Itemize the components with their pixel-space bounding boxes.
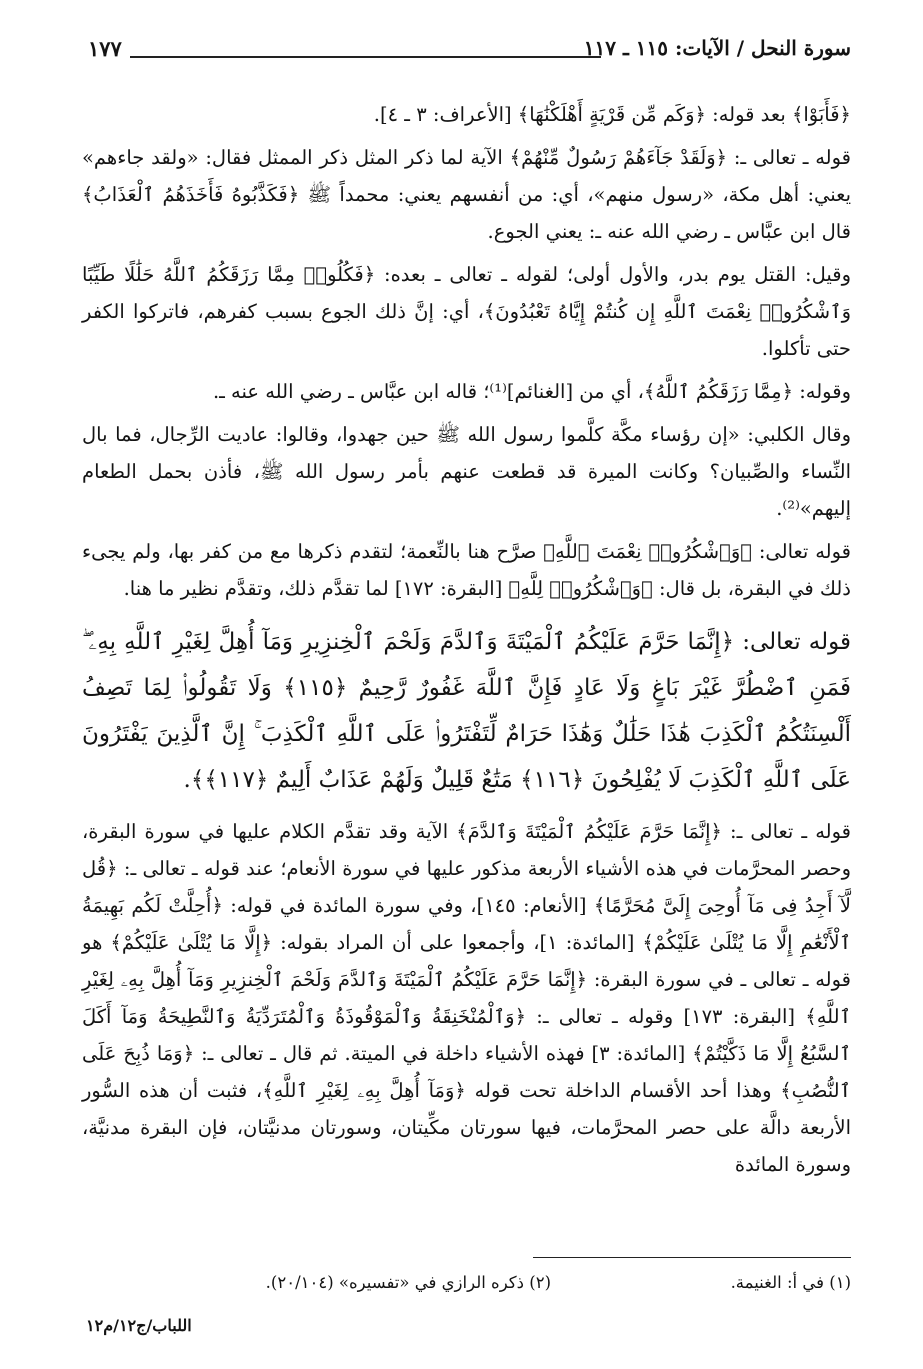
paragraph-5: وقال الكلبي: «إن رؤساء مكَّة كلَّموا رسول الله ﷺ حين جهدوا، وقالوا: عاديت الرِّجال، فما بال النِّساء والصِّبيان؟ وكانت الميرة قد قطعت عنهم بأمر رسول الله ﷺ، فأذن بحمل الطعام إليهم»⁽²⁾. bbox=[82, 423, 851, 520]
page-header bbox=[88, 36, 851, 64]
paragraph-3: وقيل: القتل يوم بدر، والأول أولى؛ لقوله ـ تعالى ـ بعده: ﴿فَكُلُوا۟ مِمَّا رَزَقَكُمُ ٱللَّهُ حَلَٰلًا طَيِّبًا وَٱشْكُرُوا۟ نِعْمَتَ ٱللَّهِ إِن كُنتُمْ إِيَّاهُ تَعْبُدُونَ﴾، أي: إنَّ ذلك الجوع بسبب كفرهم، فاتركوا الكفر حتى تأكلوا. bbox=[82, 263, 851, 360]
print-signature: اللباب/ج١٢/م١٢ bbox=[86, 1316, 192, 1335]
quran-verse-block: قوله تعالى: ﴿إِنَّمَا حَرَّمَ عَلَيْكُمُ ٱلْمَيْتَةَ وَٱلدَّمَ وَلَحْمَ ٱلْخِنزِيرِ وَمَآ أُهِلَّ لِغَيْرِ ٱللَّهِ بِهِۦ ۖ فَمَنِ ٱضْطُرَّ غَيْرَ بَاغٍ وَلَا عَادٍ فَإِنَّ ٱللَّهَ غَفُورٌ رَّحِيمٌ ﴿١١٥﴾ وَلَا تَقُولُوا۟ لِمَا تَصِفُ أَلْسِنَتُكُمُ ٱلْكَذِبَ هَٰذَا حَلَٰلٌ وَهَٰذَا حَرَامٌ لِّتَفْتَرُوا۟ عَلَى ٱللَّهِ ٱلْكَذِبَ ۚ إِنَّ ٱلَّذِينَ يَفْتَرُونَ عَلَى ٱللَّهِ ٱلْكَذِبَ لَا يُفْلِحُونَ ﴿١١٦﴾ مَتَٰعٌ قَلِيلٌ وَلَهُمْ عَذَابٌ أَلِيمٌ ﴿١١٧﴾﴾. bbox=[82, 629, 851, 793]
footnote-1: (١) في أ: الغنيمة. bbox=[730, 1273, 851, 1292]
paragraph-4: وقوله: ﴿مِمَّا رَزَقَكُمُ ٱللَّهُ﴾، أي من [الغنائم]⁽¹⁾؛ قاله ابن عبَّاس ـ رضي الله عنه ـ. bbox=[212, 380, 851, 403]
header-rule bbox=[130, 56, 601, 58]
page-number: ١٧٧ bbox=[88, 36, 122, 61]
page-body bbox=[82, 96, 852, 1176]
paragraph-6: قوله تعالى: ﴿وَٱشْكُرُوا۟ نِعْمَتَ ٱللَّهِ﴾ صرَّح هنا بالنِّعمة؛ لتقدم ذكرها مع من كفر بها، ولم يجىء ذلك في البقرة، بل قال: ﴿وَٱشْكُرُوا۟ لِلَّهِ﴾ [البقرة: ١٧٢] لما تقدَّم ذلك، وتقدَّم نظير ما هنا. bbox=[82, 540, 851, 600]
footnote-separator bbox=[533, 1257, 851, 1258]
footnote-2: (٢) ذكره الرازي في «تفسيره» (٢٠/١٠٤). bbox=[265, 1273, 551, 1292]
paragraph-1: ﴿فَأَبَوْا﴾ بعد قوله: ﴿وَكَم مِّن قَرْيَةٍ أَهْلَكْنَٰهَا﴾ [الأعراف: ٣ ـ ٤]. bbox=[373, 103, 851, 126]
footnotes bbox=[82, 1268, 851, 1302]
running-title: سورة النحل / الآيات: ١١٥ ـ ١١٧ bbox=[583, 36, 851, 60]
commentary-paragraph: قوله ـ تعالى ـ: ﴿إِنَّمَا حَرَّمَ عَلَيْكُمُ ٱلْمَيْتَةَ وَٱلدَّمَ﴾ الآية وقد تقدَّم الكلام عليها في سورة البقرة، وحصر المحرَّمات في هذه الأشياء الأربعة مذكور عليها في سورة الأنعام؛ عند قوله ـ تعالى ـ: ﴿قُل لَّآ أَجِدُ فِى مَآ أُوحِىَ إِلَىَّ مُحَرَّمًا﴾ [الأنعام: ١٤٥]، وفي سورة المائدة في قوله: ﴿أُحِلَّتْ لَكُم بَهِيمَةُ ٱلْأَنْعَٰمِ إِلَّا مَا يُتْلَىٰ عَلَيْكُمْ﴾ [المائدة: ١]، وأجمعوا على أن المراد بقوله: ﴿إِلَّا مَا يُتْلَىٰ عَلَيْكُمْ﴾ هو قوله ـ تعالى ـ في سورة البقرة: ﴿إِنَّمَا حَرَّمَ عَلَيْكُمُ ٱلْمَيْتَةَ وَٱلدَّمَ وَلَحْمَ ٱلْخِنزِيرِ وَمَآ أُهِلَّ بِهِۦ لِغَيْرِ ٱللَّهِ﴾ [البقرة: ١٧٣] وقوله ـ تعالى ـ: ﴿وَٱلْمُنْخَنِقَةُ وَٱلْمَوْقُوذَةُ وَٱلْمُتَرَدِّيَةُ وَٱلنَّطِيحَةُ وَمَآ أَكَلَ ٱلسَّبُعُ إِلَّا مَا ذَكَّيْتُمْ﴾ [المائدة: ٣] فهذه الأشياء داخلة في الميتة. ثم قال ـ تعالى ـ: ﴿وَمَا ذُبِحَ عَلَى ٱلنُّصُبِ﴾ وهذا أحد الأقسام الداخلة تحت قوله ﴿وَمَآ أُهِلَّ بِهِۦ لِغَيْرِ ٱللَّهِ﴾، فثبت أن هذه السُّور الأربعة دالَّة على حصر المحرَّمات، فيها سورتان مكِّيتان، وسورتان مدنيَّتان، فإن البقرة مدنيَّة، وسورة المائدة bbox=[82, 820, 852, 1176]
paragraph-2: قوله ـ تعالى ـ: ﴿وَلَقَدْ جَآءَهُمْ رَسُولٌ مِّنْهُمْ﴾ الآية لما ذكر المثل ذكر الممثل فقال: «ولقد جاءهم» يعني: أهل مكة، «رسول منهم»، أي: من أنفسهم يعني: محمداً ﷺ ﴿فَكَذَّبُوهُ فَأَخَذَهُمُ ٱلْعَذَابُ﴾ قال ابن عبَّاس ـ رضي الله عنه ـ: يعني الجوع. bbox=[82, 146, 851, 243]
